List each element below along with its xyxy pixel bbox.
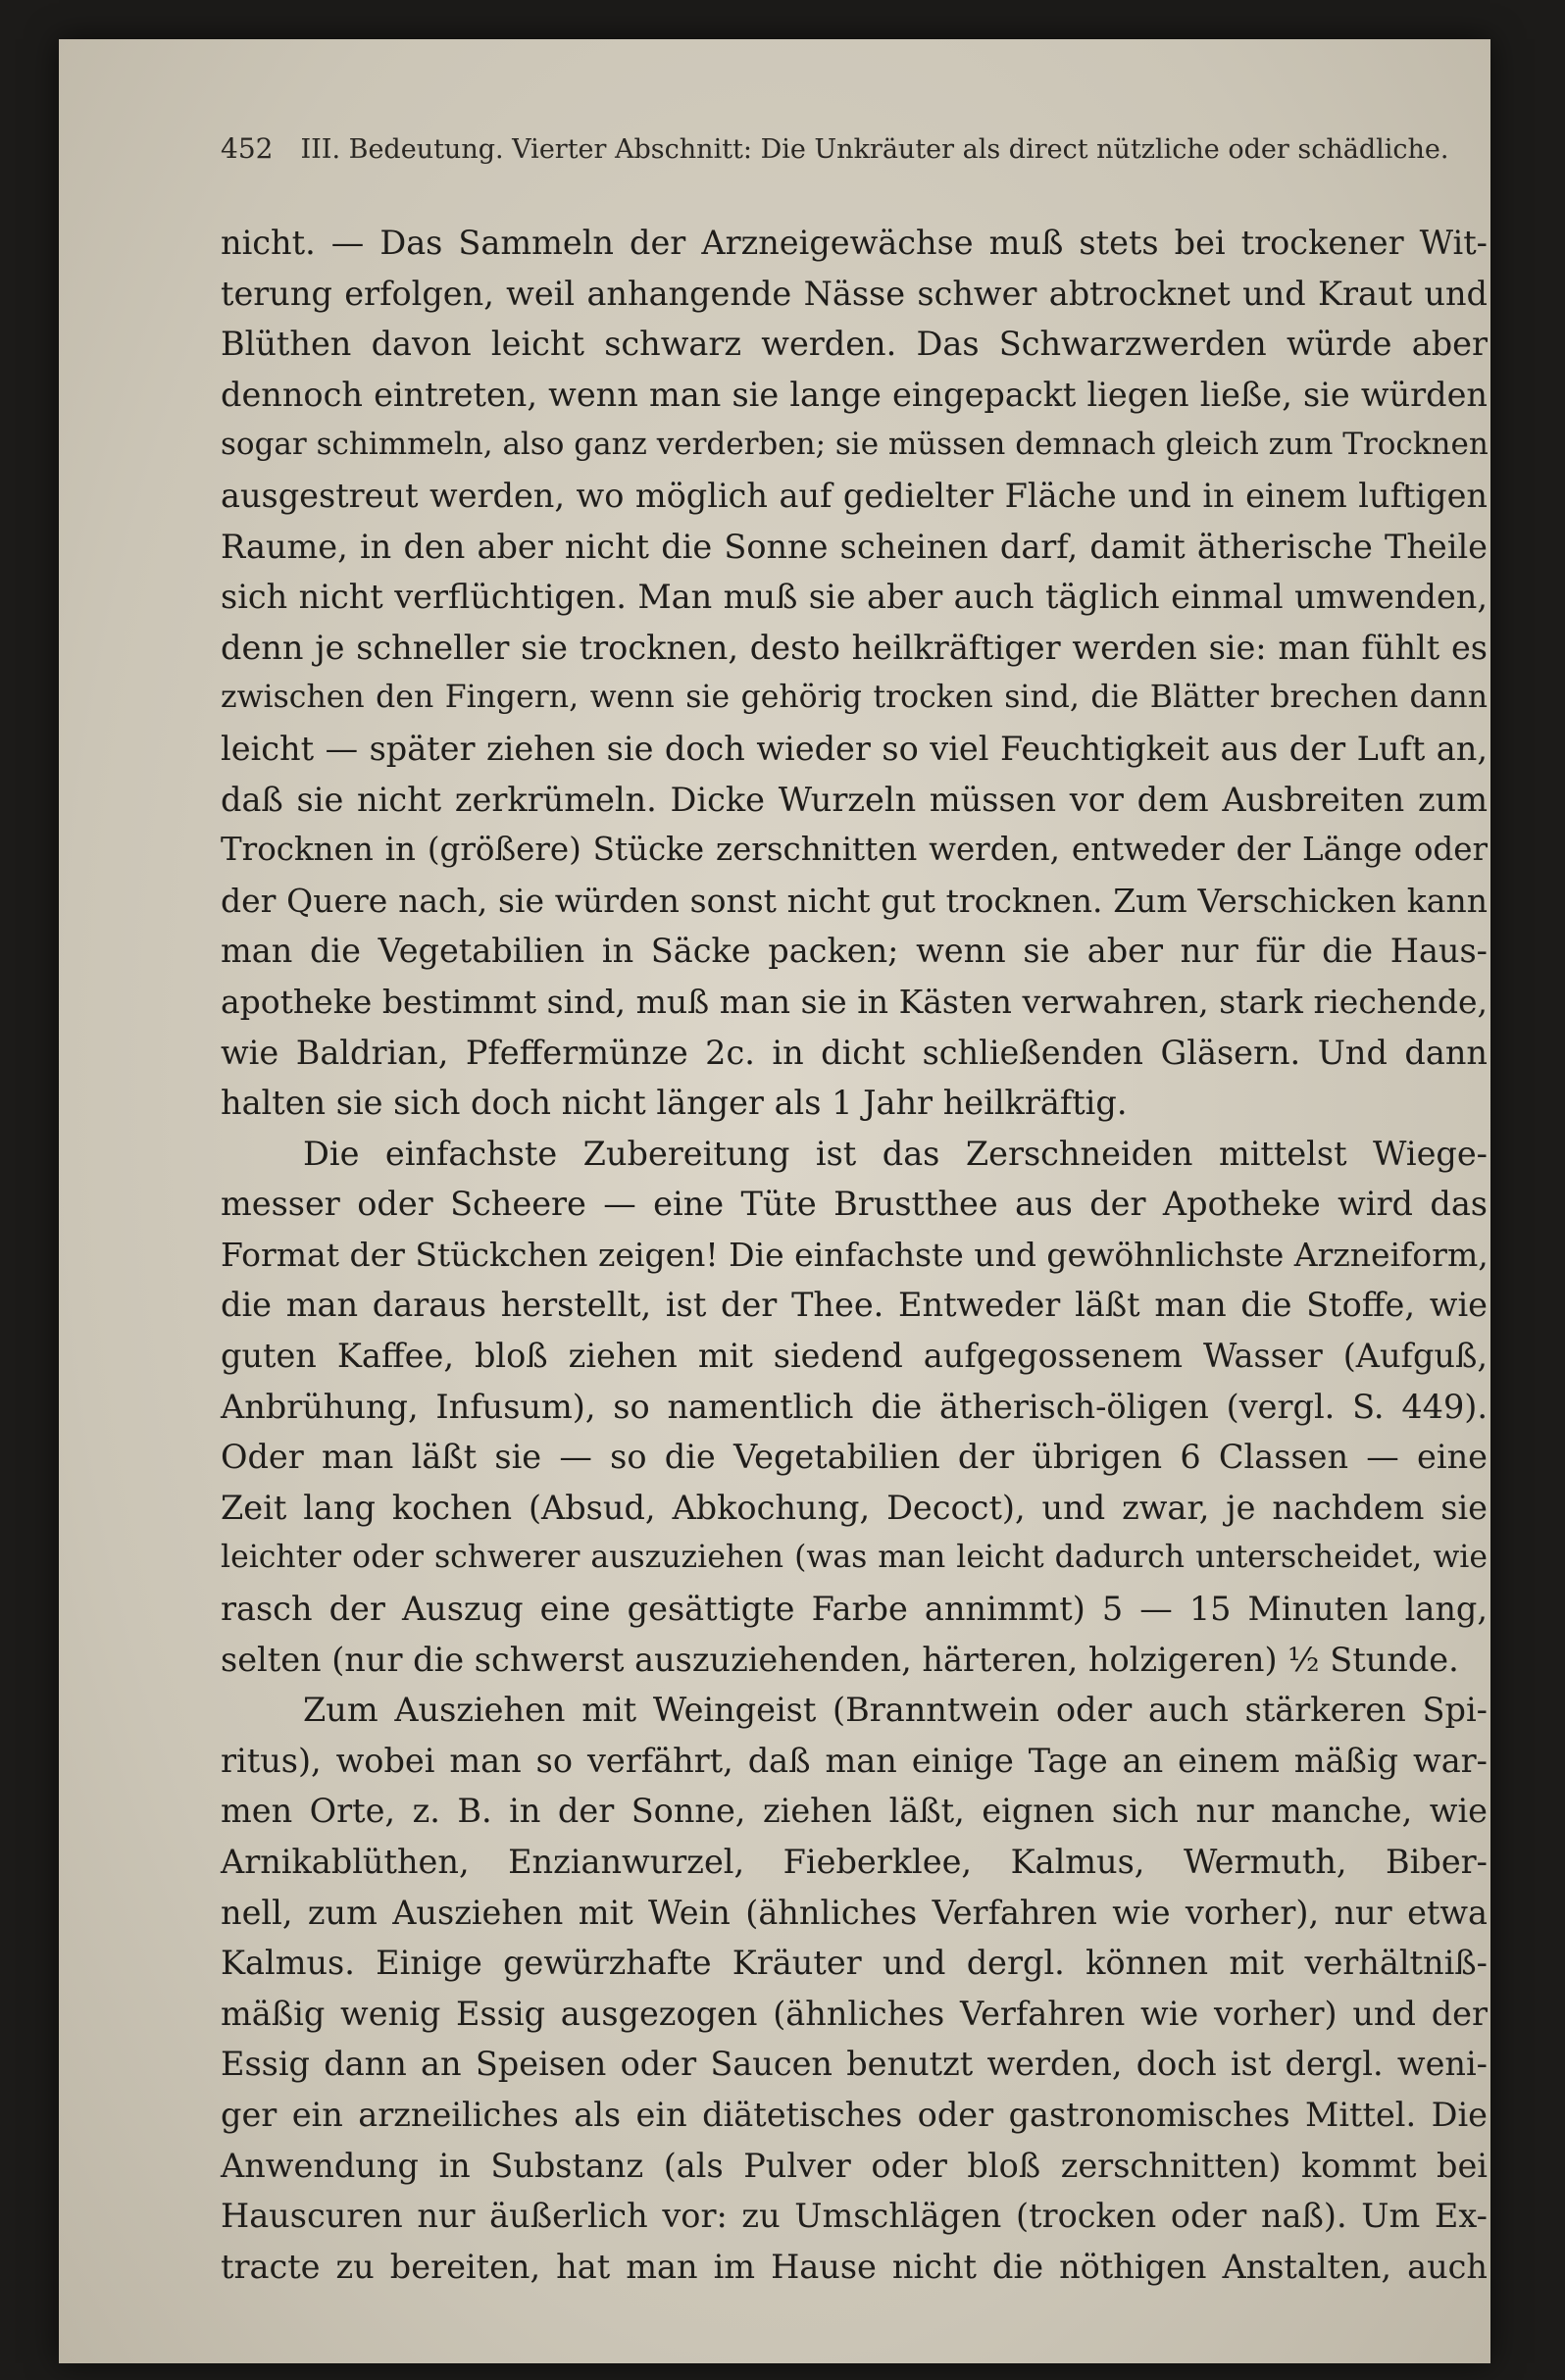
- text-line: wie Baldrian, Pfeffermünze 2c. in dicht schließenden Gläsern. Und dann: [221, 1033, 1488, 1072]
- page-number: 452: [221, 132, 274, 165]
- text-line: daß sie nicht zerkrümeln. Dicke Wurzeln müssen vor dem Ausbreiten zum: [221, 780, 1488, 819]
- text-line: Format der Stückchen zeigen! Die einfachste und gewöhnlichste Arzneiform,: [221, 1235, 1489, 1274]
- text-line: ausgestreut werden, wo möglich auf gedielter Fläche und in einem luftigen: [221, 476, 1488, 515]
- text-line: mäßig wenig Essig ausgezogen (ähnliches Verfahren wie vorher) und der: [221, 1994, 1488, 2033]
- text-line: Zum Ausziehen mit Weingeist (Branntwein oder auch stärkeren Spi-: [303, 1691, 1488, 1730]
- text-line: Arnikablüthen, Enzianwurzel, Fieberklee, Kalmus, Wermuth, Biber-: [221, 1843, 1488, 1881]
- page-header: [221, 132, 1481, 165]
- text-line: Kalmus. Einige gewürzhafte Kräuter und dergl. können mit verhältniß-: [221, 1944, 1488, 1983]
- text-line: zwischen den Fingern, wenn sie gehörig trocken sind, die Blätter brechen dann: [221, 680, 1488, 716]
- text-line: tracte zu bereiten, hat man im Hause nicht die nöthigen Anstalten, auch: [221, 2247, 1488, 2286]
- text-line: terung erfolgen, weil anhangende Nässe schwer abtrocknet und Kraut und: [221, 274, 1488, 313]
- text-line: selten (nur die schwerst auszuziehenden, härteren, holzigeren) ½ Stunde.: [221, 1640, 1459, 1679]
- text-line: nicht. — Das Sammeln der Arzneigewächse muß stets bei trockener Wit-: [221, 224, 1488, 262]
- text-line: denn je schneller sie trocknen, desto heilkräftiger werden sie: man fühlt es: [221, 628, 1488, 667]
- text-line: Hauscuren nur äußerlich vor: zu Umschlägen (trocken oder naß). Um Ex-: [221, 2197, 1488, 2236]
- text-line: leichter oder schwerer auszuziehen (was man leicht dadurch unterscheidet, wie: [221, 1540, 1488, 1576]
- text-line: ritus), wobei man so verfährt, daß man einige Tage an einem mäßig war-: [221, 1741, 1488, 1780]
- text-line: der Quere nach, sie würden sonst nicht gut trocknen. Zum Verschicken kann: [221, 881, 1488, 920]
- text-line: Raume, in den aber nicht die Sonne scheinen darf, damit ätherische Theile: [221, 527, 1488, 566]
- text-line: Anbrühung, Infusum), so namentlich die ätherisch-öligen (vergl. S. 449).: [221, 1387, 1488, 1426]
- text-line: man die Vegetabilien in Säcke packen; wenn sie aber nur für die Haus-: [221, 932, 1488, 971]
- text-line: Zeit lang kochen (Absud, Abkochung, Decoct), und zwar, je nachdem sie: [221, 1488, 1488, 1527]
- text-line: Oder man läßt sie — so die Vegetabilien der übrigen 6 Classen — eine: [221, 1438, 1488, 1477]
- text-line: sogar schimmeln, also ganz verderben; sie müssen demnach gleich zum Trocknen: [221, 427, 1489, 463]
- text-line: halten sie sich doch nicht länger als 1 Jahr heilkräftig.: [221, 1084, 1128, 1123]
- text-line: rasch der Auszug eine gesättigte Farbe annimmt) 5 — 15 Minuten lang,: [221, 1590, 1488, 1629]
- text-line: Trocknen in (größere) Stücke zerschnitten werden, entweder der Länge oder: [221, 831, 1488, 869]
- text-line: sich nicht verflüchtigen. Man muß sie aber auch täglich einmal umwenden,: [221, 578, 1488, 617]
- text-line: apotheke bestimmt sind, muß man sie in Kästen verwahren, stark riechende,: [221, 982, 1488, 1021]
- text-line: Die einfachste Zubereitung ist das Zerschneiden mittelst Wiege-: [303, 1134, 1488, 1173]
- text-line: messer oder Scheere — eine Tüte Brustthee aus der Apotheke wird das: [221, 1185, 1488, 1224]
- text-line: leicht — später ziehen sie doch wieder so viel Feuchtigkeit aus der Luft an,: [221, 729, 1488, 768]
- text-line: Blüthen davon leicht schwarz werden. Das Schwarzwerden würde aber: [221, 325, 1488, 364]
- text-line: ger ein arzneiliches als ein diätetisches oder gastronomisches Mittel. Die: [221, 2095, 1488, 2134]
- text-line: men Orte, z. B. in der Sonne, ziehen läßt, eignen sich nur manche, wie: [221, 1792, 1488, 1831]
- text-line: nell, zum Ausziehen mit Wein (ähnliches Verfahren wie vorher), nur etwa: [221, 1893, 1488, 1932]
- text-line: guten Kaffee, bloß ziehen mit siedend aufgegossenem Wasser (Aufguß,: [221, 1337, 1488, 1376]
- text-line: Essig dann an Speisen oder Saucen benutzt werden, doch ist dergl. weni-: [221, 2045, 1488, 2084]
- body-text: [221, 218, 1488, 2292]
- text-line: Anwendung in Substanz (als Pulver oder bloß zerschnitten) kommt bei: [221, 2146, 1488, 2185]
- text-line: dennoch eintreten, wenn man sie lange eingepackt liegen ließe, sie würden: [221, 375, 1488, 414]
- book-page: [59, 39, 1490, 2363]
- text-line: die man daraus herstellt, ist der Thee. Entweder läßt man die Stoffe, wie: [221, 1286, 1488, 1325]
- running-title: III. Bedeutung. Vierter Abschnitt: Die Unkräuter als direct nützliche oder schädliche.: [300, 134, 1449, 165]
